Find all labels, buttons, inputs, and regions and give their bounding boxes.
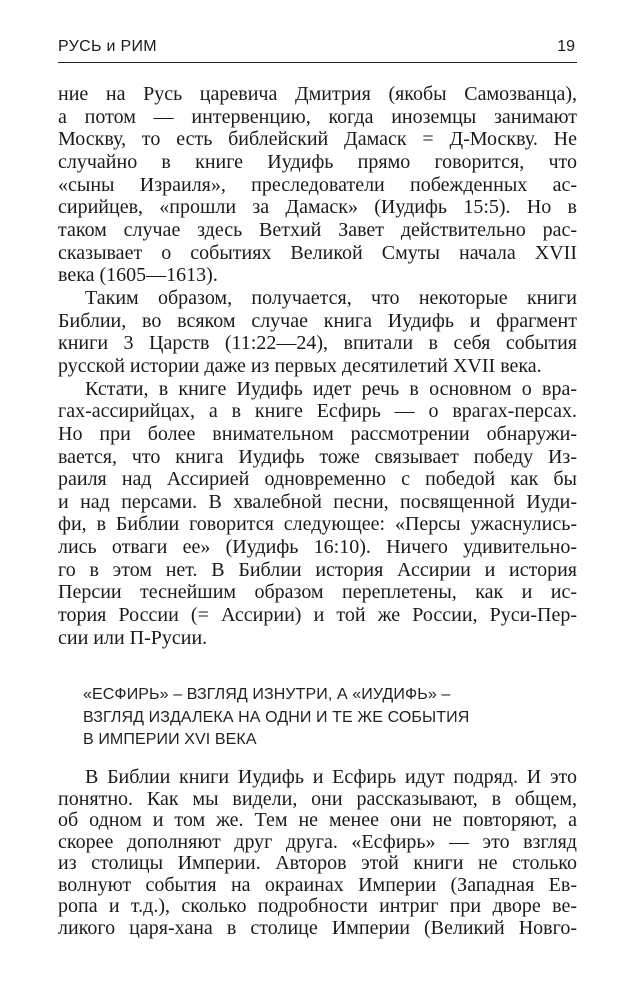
text-line: тория России (= Ассирии) и той же России, Руси-Пер- — [58, 604, 577, 627]
text-line: века (1605—1613). — [58, 264, 218, 287]
page-number: 19 — [557, 38, 575, 55]
text-line: книги 3 Царств (11:22—24), впитали в себя события — [58, 332, 577, 355]
text-line: го в этом нет. В Библии история Ассирии и история — [58, 558, 577, 581]
section-heading — [83, 684, 469, 752]
text-line: из столицы Империи. Авторов этой книги не столько — [58, 852, 577, 874]
text-line: сказывает о событиях Великой Смуты начала XVII — [58, 241, 577, 264]
text-line: гах-ассирийцах, а в книге Есфирь — о врагах-персах. — [58, 400, 577, 423]
text-line: Москву, то есть библейский Дамаск = Д-Москву. Не — [58, 128, 577, 151]
text-line: Но при более внимательном рассмотрении обнаружи- — [58, 422, 577, 445]
text-line: Персии теснейшим образом переплетены, как и ис- — [58, 581, 577, 604]
section-heading-line: «ЕСФИРЬ» – ВЗГЛЯД ИЗНУТРИ, А «ИУДИФЬ» – — [83, 686, 451, 703]
text-line: понятно. Как мы видели, они рассказывают, в общем, — [58, 787, 577, 810]
running-head-title: РУСЬ и РИМ — [58, 38, 157, 55]
text-line: В Библии книги Иудифь и Есфирь идут подряд. И это — [85, 766, 577, 788]
text-line: «сыны Израиля», преследователи побежденных ас- — [58, 173, 577, 196]
text-line: Таким образом, получается, что некоторые книги — [85, 286, 577, 309]
text-line: ропа и т.д.), сколько подробности интриг при дворе ве- — [58, 895, 577, 917]
text-line: вается, что книга Иудифь тоже связывает победу Из- — [58, 445, 577, 468]
text-line: об одном и том же. Тем не менее они не повторяют, а — [58, 809, 577, 831]
text-line: волнуют события на окраинах Империи (Западная Ев- — [58, 873, 577, 896]
body-text-top — [58, 83, 577, 649]
text-line: ние на Русь царевича Дмитрия (якобы Самозванца), — [58, 83, 577, 105]
text-line: раиля над Ассирией одновременно с победой как бы — [58, 468, 577, 491]
text-line: таком случае здесь Ветхий Завет действительно рас- — [58, 218, 577, 241]
text-line: сирийцев, «прошли за Дамаск» (Иудифь 15:5). Но в — [58, 196, 577, 219]
text-line: случайно в книге Иудифь прямо говорится, что — [58, 150, 577, 173]
paragraph — [58, 767, 577, 939]
text-line: а потом — интервенцию, когда иноземцы занимают — [58, 105, 577, 128]
text-line: лись отваги ее» (Иудифь 16:10). Ничего удивительно- — [58, 536, 577, 559]
paragraph — [58, 83, 577, 287]
text-line: сии или П-Русии. — [58, 626, 208, 649]
section-heading-line: В ИМПЕРИИ XVI ВЕКА — [83, 731, 257, 748]
section-heading-line: ВЗГЛЯД ИЗДАЛЕКА НА ОДНИ И ТЕ ЖЕ СОБЫТИЯ — [83, 708, 470, 726]
body-text-bottom — [58, 767, 577, 939]
text-line: скорее дополняют друг друга. «Есфирь» — это взгляд — [58, 830, 577, 853]
text-line: и над персами. В хвалебной песни, посвященной Иуди- — [58, 490, 577, 513]
paragraph — [58, 287, 577, 378]
text-line: Кстати, в книге Иудифь идет речь в основном о вра- — [85, 377, 577, 400]
text-line: фи, в Библии говорится следующее: «Персы ужаснулись- — [58, 513, 577, 536]
text-line: Библии, во всяком случае книга Иудифь и фрагмент — [58, 309, 577, 332]
text-line: русской истории даже из первых десятилетий XVII века. — [58, 354, 542, 377]
text-line: ликого царя-хана в столице Империи (Великий Новго- — [58, 916, 577, 939]
paragraph — [58, 378, 577, 650]
running-head — [58, 34, 577, 63]
